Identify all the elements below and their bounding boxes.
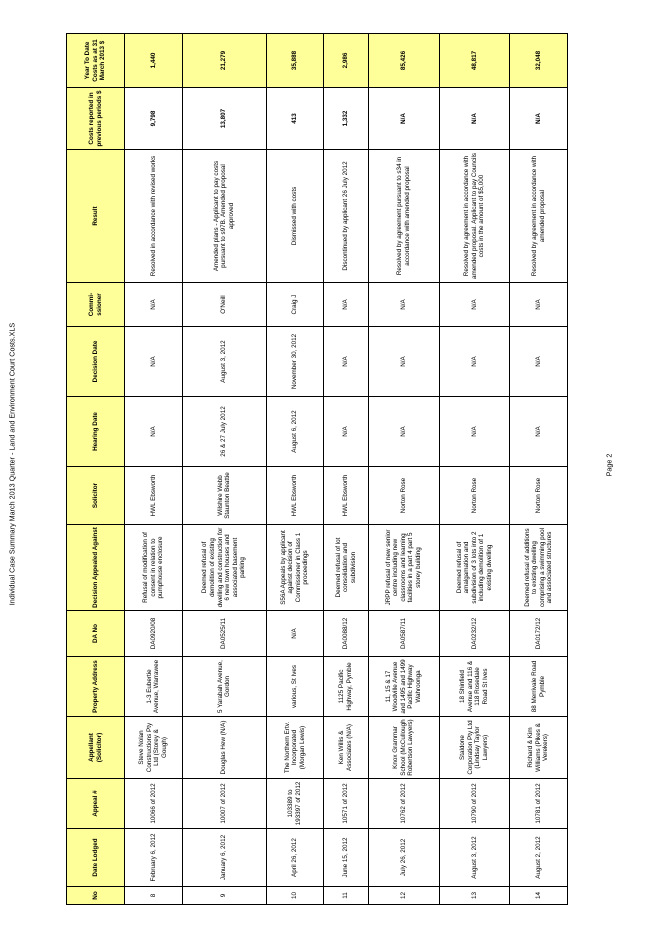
- cell-ytd-costs: 32,048: [510, 34, 568, 88]
- cell-result: Resolved in accordance with revised works: [125, 150, 183, 283]
- page-number: Page 2: [604, 453, 614, 477]
- cell-costs-previous: 413: [266, 88, 324, 150]
- cell-costs-previous: 13,807: [182, 88, 266, 150]
- cell-appeal: 10571 of 2012: [324, 779, 369, 829]
- cell-decision-appealed: Deemed refusal of amalgamation and subdivision of 3 lots into 2 including demolition of 1 existing dwelling: [439, 525, 510, 611]
- cell-ytd-costs: 48,817: [439, 34, 510, 88]
- cell-date-lodged: July 26, 2012: [368, 829, 439, 887]
- cell-appellant: Steve Nolan Constructions Pty Ltd (Storey & Gough): [125, 717, 183, 779]
- cell-no: 11: [324, 887, 369, 905]
- table-rotated-container: [66, 34, 568, 905]
- cell-no: 13: [439, 887, 510, 905]
- cell-result: Resolved by agreement in accordance with amended proposal: [510, 150, 568, 283]
- cell-commissioner: N/A: [439, 283, 510, 327]
- cell-decision-appealed: Deemed refusal of demolition of existing dwelling and construction for 6 new town houses and associated basement parking: [182, 525, 266, 611]
- cell-decision-date: N/A: [510, 327, 568, 397]
- col-header-costs-previous: Costs reported in previous periods $: [67, 88, 125, 150]
- col-header-ytd-costs: Year To Date Costs as at 31 March 2013 $: [67, 34, 125, 88]
- cell-property-address: 18 Shinfield Avenue and 116 & 118 Rosedale Road St Ives: [439, 657, 510, 717]
- col-header-appeal: Appeal #: [67, 779, 125, 829]
- cell-appellant: Ken Willis & Associates (N/A): [324, 717, 369, 779]
- cell-solicitor: Norton Rose: [510, 467, 568, 525]
- cell-commissioner: N/A: [324, 283, 369, 327]
- cell-da-no: DA0525/11: [182, 611, 266, 657]
- col-header-decision-appealed: Decision Appealed Against: [67, 525, 125, 611]
- cell-da-no: DA0232/12: [439, 611, 510, 657]
- cell-da-no: N/A: [266, 611, 324, 657]
- cell-ytd-costs: 2,986: [324, 34, 369, 88]
- cell-appeal: 10762 of 2012: [368, 779, 439, 829]
- cell-costs-previous: N/A: [510, 88, 568, 150]
- col-header-result: Result: [67, 150, 125, 283]
- cell-solicitor: HWL Ebsworth: [324, 467, 369, 525]
- cell-da-no: DA0587/11: [368, 611, 439, 657]
- cell-property-address: 1125 Pacific Highway, Pymble: [324, 657, 369, 717]
- cell-hearing-date: N/A: [368, 397, 439, 467]
- cell-hearing-date: 26 & 27 July 2012: [182, 397, 266, 467]
- cell-date-lodged: August 3, 2012: [439, 829, 510, 887]
- cell-hearing-date: August 6, 2012: [266, 397, 324, 467]
- cell-decision-appealed: S56A Appeals by applicant against decision of Commissioner in Class 1 proceedings: [266, 525, 324, 611]
- col-header-commissioner: Commi-ssioner: [67, 283, 125, 327]
- col-header-solicitor: Solicitor: [67, 467, 125, 525]
- cell-costs-previous: N/A: [439, 88, 510, 150]
- cell-result: Amended plans - Applicant to pay costs pursuant to s97B. Amended proposal approved: [182, 150, 266, 283]
- cell-appellant: Staldone Corporation Pty Ltd (Lindsay Taylor Lawyers): [439, 717, 510, 779]
- cell-result: Dismissed with costs: [266, 150, 324, 283]
- cell-decision-appealed: Deemed refusal of lot consolidation and subdivision: [324, 525, 369, 611]
- cell-no: 14: [510, 887, 568, 905]
- cell-solicitor: Norton Rose: [368, 467, 439, 525]
- cell-appellant: Knox Grammar School (McCullough Robertson Lawyers): [368, 717, 439, 779]
- cell-decision-appealed: JRPP refusal of new senior centre including new classrooms and learning facilities in a part 4 part 5 storey building: [368, 525, 439, 611]
- cell-appellant: Richard & Kim Williams (Pikes & Verekers): [510, 717, 568, 779]
- col-header-property-address: Property Address: [67, 657, 125, 717]
- case-summary-table: [66, 33, 568, 905]
- cell-commissioner: O'Neill: [182, 283, 266, 327]
- header-row: [67, 34, 125, 905]
- table-row: [439, 34, 510, 905]
- cell-costs-previous: N/A: [368, 88, 439, 150]
- cell-commissioner: N/A: [368, 283, 439, 327]
- cell-decision-date: August 3, 2012: [182, 327, 266, 397]
- cell-commissioner: N/A: [125, 283, 183, 327]
- cell-appeal: 10007 of 2012: [182, 779, 266, 829]
- cell-commissioner: N/A: [510, 283, 568, 327]
- cell-appellant: Douglas Hew (N/A): [182, 717, 266, 779]
- col-header-da-no: DA No: [67, 611, 125, 657]
- cell-appeal: 103389 to 193397 of 2012: [266, 779, 324, 829]
- cell-no: 9: [182, 887, 266, 905]
- cell-da-no: DA0920/08: [125, 611, 183, 657]
- cell-property-address: 5 Yarabah Avenue, Gordon: [182, 657, 266, 717]
- cell-decision-date: N/A: [368, 327, 439, 397]
- table-row: [125, 34, 183, 905]
- cell-appeal: 10790 of 2012: [439, 779, 510, 829]
- cell-hearing-date: N/A: [324, 397, 369, 467]
- cell-no: 12: [368, 887, 439, 905]
- cell-date-lodged: April 26, 2012: [266, 829, 324, 887]
- cell-ytd-costs: 35,888: [266, 34, 324, 88]
- cell-result: Resolved by agreement pursuant to s34 in accordance with amended proposal: [368, 150, 439, 283]
- col-header-appellant: Appellant (Solicitor): [67, 717, 125, 779]
- cell-ytd-costs: 21,279: [182, 34, 266, 88]
- table-row: [368, 34, 439, 905]
- cell-ytd-costs: 1,440: [125, 34, 183, 88]
- cell-result: Discontinued by applicant 26 July 2012: [324, 150, 369, 283]
- table-row: [266, 34, 324, 905]
- cell-hearing-date: N/A: [510, 397, 568, 467]
- cell-decision-date: N/A: [324, 327, 369, 397]
- table-body: [125, 34, 568, 905]
- cell-property-address: 1-3 Eubertie Avenue, Warrawee: [125, 657, 183, 717]
- cell-solicitor: HWL Ebsworth: [125, 467, 183, 525]
- cell-appeal: 10781 of 2012: [510, 779, 568, 829]
- cell-da-no: DA0172/12: [510, 611, 568, 657]
- cell-property-address: various, St Ives: [266, 657, 324, 717]
- table-row: [510, 34, 568, 905]
- cell-date-lodged: February 6, 2012: [125, 829, 183, 887]
- cell-hearing-date: N/A: [439, 397, 510, 467]
- table-frame: [66, 34, 568, 905]
- cell-property-address: 11, 15 & 17 Woodville Avenue and 1495 and 1499 Pacific Highway Wahroonga: [368, 657, 439, 717]
- cell-result: Resolved by agreement in accordance with amended proposal. Applicant to pay Councils costs in the amount of $5,000: [439, 150, 510, 283]
- cell-da-no: DA0088/12: [324, 611, 369, 657]
- cell-decision-appealed: Deemed refusal of additions to existing dwelling comprising a swimming pool and associated structures: [510, 525, 568, 611]
- cell-decision-date: November 30, 2012: [266, 327, 324, 397]
- cell-commissioner: Craig J: [266, 283, 324, 327]
- cell-date-lodged: August 2, 2012: [510, 829, 568, 887]
- col-header-no: No: [67, 887, 125, 905]
- table-row: [324, 34, 369, 905]
- col-header-date-lodged: Date Lodged: [67, 829, 125, 887]
- header-text: Individual Case Summary March 2013 Quarter - Land and Environment Court Costs.XLS: [7, 322, 17, 606]
- cell-hearing-date: N/A: [125, 397, 183, 467]
- cell-no: 8: [125, 887, 183, 905]
- table-row: [182, 34, 266, 905]
- cell-decision-date: N/A: [125, 327, 183, 397]
- cell-decision-appealed: Refusal of modification of consent in relation to pumphouse enclosure: [125, 525, 183, 611]
- cell-no: 10: [266, 887, 324, 905]
- cell-solicitor: Norton Rose: [439, 467, 510, 525]
- cell-appeal: 10066 of 2012: [125, 779, 183, 829]
- cell-property-address: 88 Merrivale Road Pymble: [510, 657, 568, 717]
- col-header-hearing-date: Hearing Date: [67, 397, 125, 467]
- cell-appellant: The Northern Ertv. Incorporated (Morgan Lewis): [266, 717, 324, 779]
- cell-date-lodged: June 15, 2012: [324, 829, 369, 887]
- cell-decision-date: N/A: [439, 327, 510, 397]
- cell-costs-previous: 1,332: [324, 88, 369, 150]
- cell-solicitor: Wilshire Webb Staunton Beattie: [182, 467, 266, 525]
- cell-ytd-costs: 85,426: [368, 34, 439, 88]
- cell-costs-previous: 9,798: [125, 88, 183, 150]
- cell-date-lodged: January 6, 2012: [182, 829, 266, 887]
- cell-solicitor: HWL Ebsworth: [266, 467, 324, 525]
- col-header-decision-date: Decision Date: [67, 327, 125, 397]
